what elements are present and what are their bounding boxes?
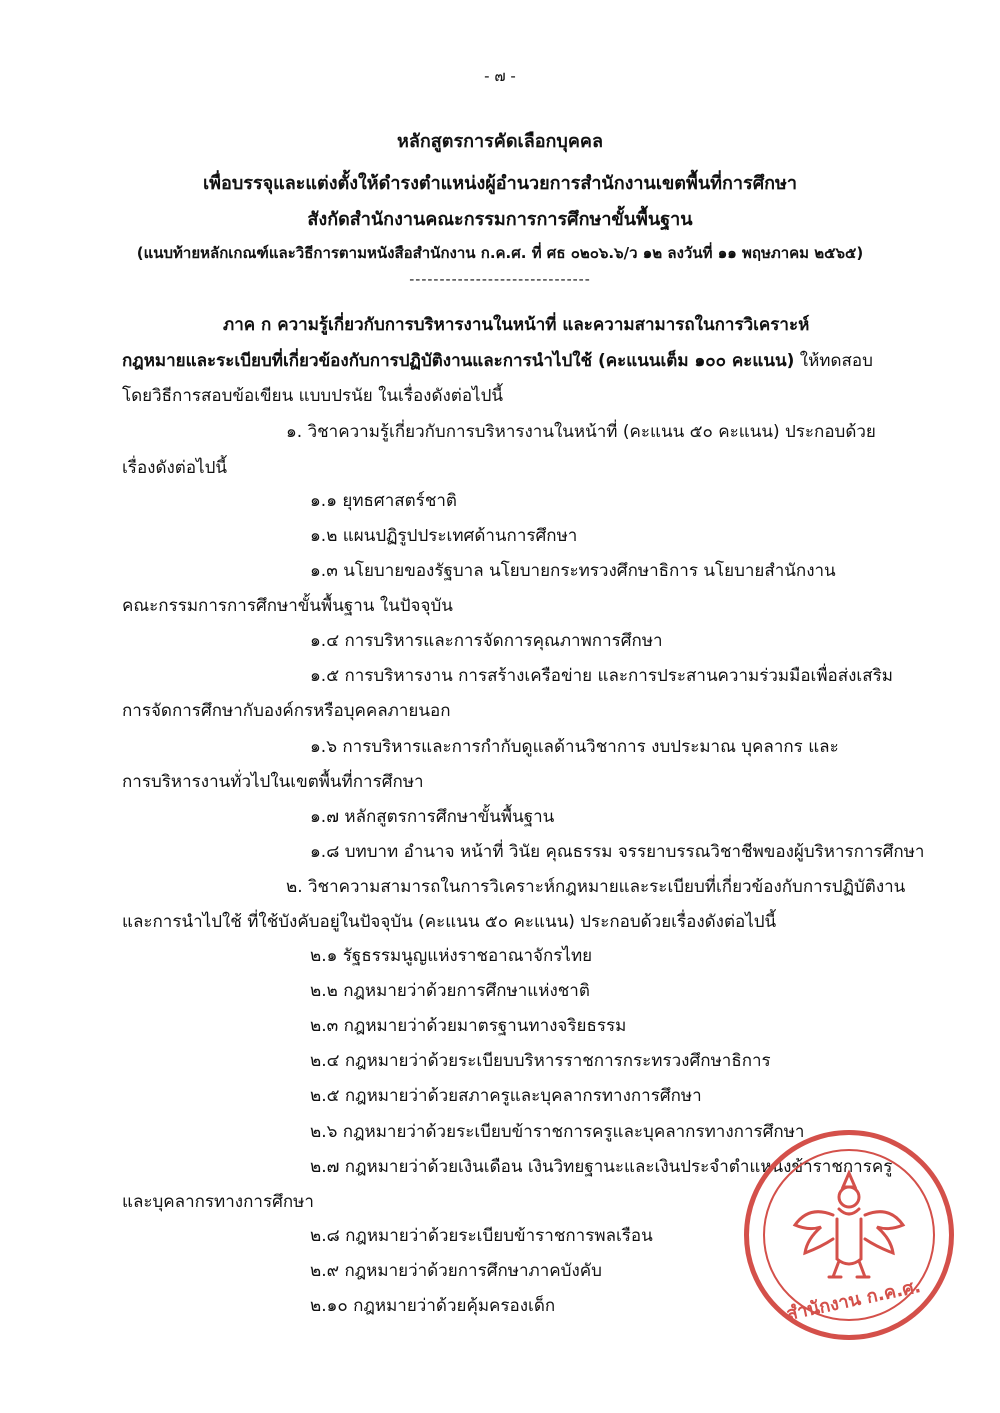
page-number: - ๗ - xyxy=(484,67,516,85)
section1-item: ๑.๑ ยุทธศาสตร์ชาติ xyxy=(310,491,457,511)
section1-item: ๑.๘ บทบาท อำนาจ หน้าที่ วินัย คุณธรรม จรรยาบรรณวิชาชีพของผู้บริหารการศึกษา xyxy=(310,842,925,862)
section1-item: ๑.๕ การบริหารงาน การสร้างเครือข่าย และการประสานความร่วมมือเพื่อส่งเสริม xyxy=(310,666,893,686)
section2-item: ๒.๒ กฎหมายว่าด้วยการศึกษาแห่งชาติ xyxy=(310,981,590,1001)
section1-item: ๑.๓ นโยบายของรัฐบาล นโยบายกระทรวงศึกษาธิการ นโยบายสำนักงาน xyxy=(310,561,836,581)
section2-item: ๒.๓ กฎหมายว่าด้วยมาตรฐานทางจริยธรรม xyxy=(310,1016,627,1036)
doc-subtitle-2: สังกัดสำนักงานคณะกรรมการการศึกษาขั้นพื้นฐาน xyxy=(307,209,693,230)
divider: ------------------------------ xyxy=(409,272,591,288)
intro-line-2 xyxy=(122,347,873,374)
intro-bold: กฎหมายและระเบียบที่เกี่ยวข้องกับการปฏิบัติงานและการนำไปใช้ (คะแนนเต็ม ๑๐๐ คะแนน) xyxy=(122,351,795,371)
section1-item-cont: การบริหารงานทั่วไปในเขตพื้นที่การศึกษา xyxy=(122,772,424,792)
section2-heading-cont: และการนำไปใช้ ที่ใช้บังคับอยู่ในปัจจุบัน (คะแนน ๕๐ คะแนน) ประกอบด้วยเรื่องดังต่อไปนี้ xyxy=(122,912,777,932)
doc-title: หลักสูตรการคัดเลือกบุคคล xyxy=(397,131,603,152)
section2-item: ๒.๗ กฎหมายว่าด้วยเงินเดือน เงินวิทยฐานะและเงินประจำตำแหน่งข้าราชการครู xyxy=(310,1157,893,1177)
section1-item: ๑.๗ หลักสูตรการศึกษาขั้นพื้นฐาน xyxy=(310,807,555,827)
section2-item-cont: และบุคลากรทางการศึกษา xyxy=(122,1192,314,1212)
intro-rest: ให้ทดสอบ xyxy=(794,351,873,371)
section1-item: ๑.๖ การบริหารและการกำกับดูแลด้านวิชาการ งบประมาณ บุคลากร และ xyxy=(310,737,839,757)
intro-line-3: โดยวิธีการสอบข้อเขียน แบบปรนัย ในเรื่องดังต่อไปนี้ xyxy=(122,386,504,406)
section2-item: ๒.๕ กฎหมายว่าด้วยสภาครูและบุคลากรทางการศึกษา xyxy=(310,1086,702,1106)
official-seal xyxy=(744,1130,954,1340)
section2-item: ๒.๑๐ กฎหมายว่าด้วยคุ้มครองเด็ก xyxy=(310,1296,556,1316)
section1-heading-cont: เรื่องดังต่อไปนี้ xyxy=(122,458,228,478)
section1-item: ๑.๒ แผนปฏิรูปประเทศด้านการศึกษา xyxy=(310,526,578,546)
seal-text: สำนักงาน ก.ค.ศ. xyxy=(784,1276,923,1325)
doc-subtitle: เพื่อบรรจุและแต่งตั้งให้ดำรงตำแหน่งผู้อำนวยการสำนักงานเขตพื้นที่การศึกษา xyxy=(202,173,797,194)
section1-item-cont: การจัดการศึกษากับองค์กรหรือบุคคลภายนอก xyxy=(122,701,451,721)
doc-reference: (แนบท้ายหลักเกณฑ์และวิธีการตามหนังสือสำนักงาน ก.ค.ศ. ที่ ศธ ๐๒๐๖.๖/ว ๑๒ ลงวันที่ ๑๑ พฤษภาคม ๒๕๖๕) xyxy=(136,244,864,262)
section2-heading: ๒. วิชาความสามารถในการวิเคราะห์กฎหมายและระเบียบที่เกี่ยวข้องกับการปฏิบัติงาน xyxy=(286,877,906,897)
section2-item: ๒.๙ กฎหมายว่าด้วยการศึกษาภาคบังคับ xyxy=(310,1261,602,1281)
intro-line-1: ภาค ก ความรู้เกี่ยวกับการบริหารงานในหน้าที่ และความสามารถในการวิเคราะห์ xyxy=(223,315,810,335)
section2-item: ๒.๑ รัฐธรรมนูญแห่งราชอาณาจักรไทย xyxy=(310,946,593,966)
section1-item: ๑.๔ การบริหารและการจัดการคุณภาพการศึกษา xyxy=(310,631,663,651)
section2-item: ๒.๖ กฎหมายว่าด้วยระเบียบข้าราชการครูและบุคลากรทางการศึกษา xyxy=(310,1122,805,1142)
section2-item: ๒.๘ กฎหมายว่าด้วยระเบียบข้าราชการพลเรือน xyxy=(310,1226,653,1246)
section2-item: ๒.๔ กฎหมายว่าด้วยระเบียบบริหารราชการกระทรวงศึกษาธิการ xyxy=(310,1051,771,1071)
section1-item-cont: คณะกรรมการการศึกษาขั้นพื้นฐาน ในปัจจุบัน xyxy=(122,596,453,616)
section1-heading: ๑. วิชาความรู้เกี่ยวกับการบริหารงานในหน้าที่ (คะแนน ๕๐ คะแนน) ประกอบด้วย xyxy=(286,422,876,442)
